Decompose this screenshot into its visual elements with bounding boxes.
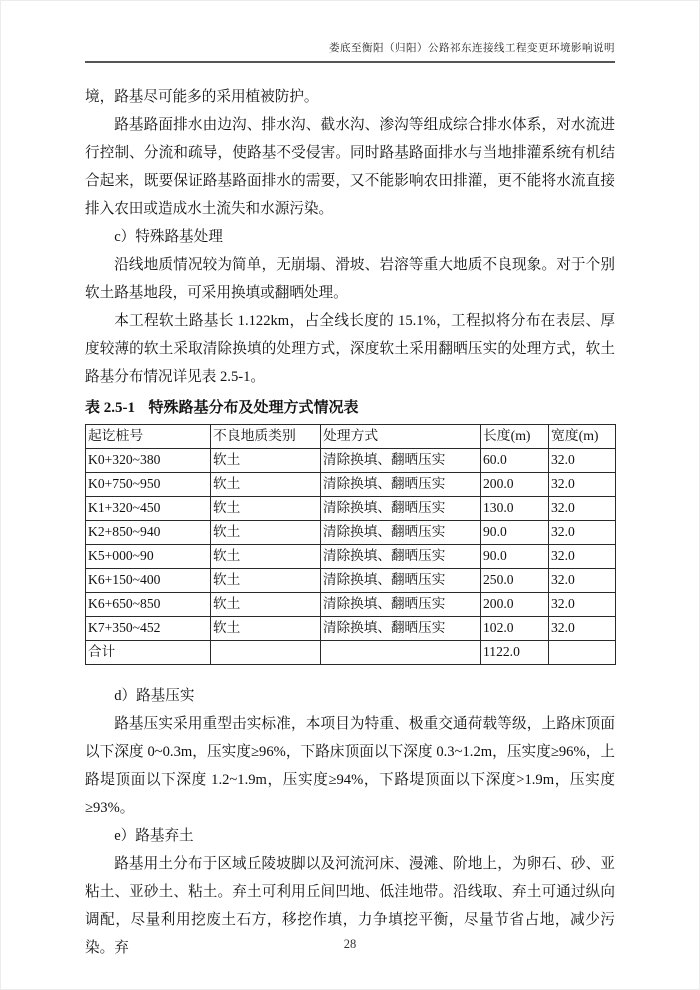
running-header-title: 娄底至衡阳（归阳）公路祁东连接线工程变更环境影响说明 xyxy=(329,43,615,54)
col-header-geology-type: 不良地质类别 xyxy=(211,425,321,449)
col-header-stake: 起讫桩号 xyxy=(86,425,211,449)
document-body xyxy=(85,83,615,962)
section-heading-c: c）特殊路基处理 xyxy=(114,229,223,245)
cell-treatment: 清除换填、翻晒压实 xyxy=(321,497,481,521)
cell-geology: 软土 xyxy=(211,497,321,521)
cell-stake: K6+150~400 xyxy=(86,569,211,593)
cell-geology: 软土 xyxy=(211,473,321,497)
cell-width: 32.0 xyxy=(549,593,616,617)
table-row xyxy=(86,497,616,521)
paragraph-drainage: 路基路面排水由边沟、排水沟、截水沟、渗沟等组成综合排水体系，对水流进行控制、分流和疏导，使路基不受侵害。同时路基路面排水与当地排灌系统有机结合起来，既要保证路基路面排水的需要，又不能影响农田排灌，更不能将水流直接排入农田或造成水土流失和水源污染。 xyxy=(85,117,615,217)
paragraph-geology: 沿线地质情况较为简单，无崩塌、滑坡、岩溶等重大地质不良现象。对于个别软土路基地段，可采用换填或翻晒处理。 xyxy=(85,257,615,301)
special-subgrade-table xyxy=(85,424,616,665)
table-total-row xyxy=(86,641,616,665)
cell-treatment: 清除换填、翻晒压实 xyxy=(321,545,481,569)
running-header xyxy=(85,0,615,56)
table-row xyxy=(86,521,616,545)
cell-width: 32.0 xyxy=(549,617,616,641)
cell-length: 90.0 xyxy=(481,545,549,569)
table-header-row xyxy=(86,425,616,449)
table-row xyxy=(86,473,616,497)
cell-total-length: 1122.0 xyxy=(481,641,549,665)
table-caption xyxy=(85,397,615,419)
cell-width: 32.0 xyxy=(549,569,616,593)
cell-length: 102.0 xyxy=(481,617,549,641)
cell-treatment: 清除换填、翻晒压实 xyxy=(321,473,481,497)
cell-stake: K6+650~850 xyxy=(86,593,211,617)
cell-geology: 软土 xyxy=(211,569,321,593)
col-header-length: 长度(m) xyxy=(481,425,549,449)
cell-length: 250.0 xyxy=(481,569,549,593)
cell-geology: 软土 xyxy=(211,521,321,545)
cell-treatment: 清除换填、翻晒压实 xyxy=(321,593,481,617)
cell-stake: K1+320~450 xyxy=(86,497,211,521)
table-caption-label: 表 2.5-1 xyxy=(85,400,135,416)
paragraph-continuation: 境，路基尽可能多的采用植被防护。 xyxy=(85,89,319,105)
cell-stake: K0+750~950 xyxy=(86,473,211,497)
table-row xyxy=(86,593,616,617)
cell-total-treatment xyxy=(321,641,481,665)
cell-geology: 软土 xyxy=(211,449,321,473)
after-table-section xyxy=(85,682,615,962)
page-content xyxy=(85,0,615,962)
cell-total-label: 合计 xyxy=(86,641,211,665)
section-heading-e: e）路基弃土 xyxy=(114,828,194,844)
cell-length: 200.0 xyxy=(481,593,549,617)
col-header-width: 宽度(m) xyxy=(549,425,616,449)
cell-width: 32.0 xyxy=(549,449,616,473)
cell-treatment: 清除换填、翻晒压实 xyxy=(321,521,481,545)
cell-stake: K0+320~380 xyxy=(86,449,211,473)
section-heading-d: d）路基压实 xyxy=(114,688,195,704)
cell-width: 32.0 xyxy=(549,497,616,521)
cell-treatment: 清除换填、翻晒压实 xyxy=(321,617,481,641)
cell-treatment: 清除换填、翻晒压实 xyxy=(321,569,481,593)
cell-total-width xyxy=(549,641,616,665)
cell-width: 32.0 xyxy=(549,521,616,545)
table-row xyxy=(86,449,616,473)
cell-treatment: 清除换填、翻晒压实 xyxy=(321,449,481,473)
cell-geology: 软土 xyxy=(211,593,321,617)
cell-length: 90.0 xyxy=(481,521,549,545)
cell-stake: K2+850~940 xyxy=(86,521,211,545)
cell-geology: 软土 xyxy=(211,617,321,641)
col-header-treatment: 处理方式 xyxy=(321,425,481,449)
cell-stake: K5+000~90 xyxy=(86,545,211,569)
cell-width: 32.0 xyxy=(549,545,616,569)
table-caption-title: 特殊路基分布及处理方式情况表 xyxy=(148,400,359,416)
paragraph-spoil: 路基用土分布于区域丘陵坡脚以及河流河床、漫滩、阶地上，为卵石、砂、亚粘土、亚砂土、粘土。弃土可利用丘间凹地、低洼地带。沿线取、弃土可通过纵向调配，尽量利用挖废土石方，移挖作填，力争填挖平衡，尽量节省占地，减少污染。弃 xyxy=(85,856,615,956)
table-row xyxy=(86,569,616,593)
cell-width: 32.0 xyxy=(549,473,616,497)
paragraph-soft-soil: 本工程软土路基长 1.122km，占全线长度的 15.1%，工程拟将分布在表层、厚度较薄的软土采取清除换填的处理方式，深度软土采用翻晒压实的处理方式，软土路基分布情况详见表 2.5-1。 xyxy=(85,313,615,385)
table-row xyxy=(86,545,616,569)
cell-stake: K7+350~452 xyxy=(86,617,211,641)
cell-total-geology xyxy=(211,641,321,665)
paragraph-compaction: 路基压实采用重型击实标准，本项目为特重、极重交通荷载等级，上路床顶面以下深度 0~0.3m，压实度≥96%，下路床顶面以下深度 0.3~1.2m，压实度≥96%，上路堤顶面以下深度 1.2~1.9m，压实度≥94%，下路堤顶面以下深度>1.9m，压实度≥93%。 xyxy=(85,716,615,816)
footer-page-number: 28 xyxy=(343,937,357,951)
cell-geology: 软土 xyxy=(211,545,321,569)
cell-length: 60.0 xyxy=(481,449,549,473)
cell-length: 200.0 xyxy=(481,473,549,497)
header-rule xyxy=(85,61,615,63)
cell-length: 130.0 xyxy=(481,497,549,521)
table-row xyxy=(86,617,616,641)
